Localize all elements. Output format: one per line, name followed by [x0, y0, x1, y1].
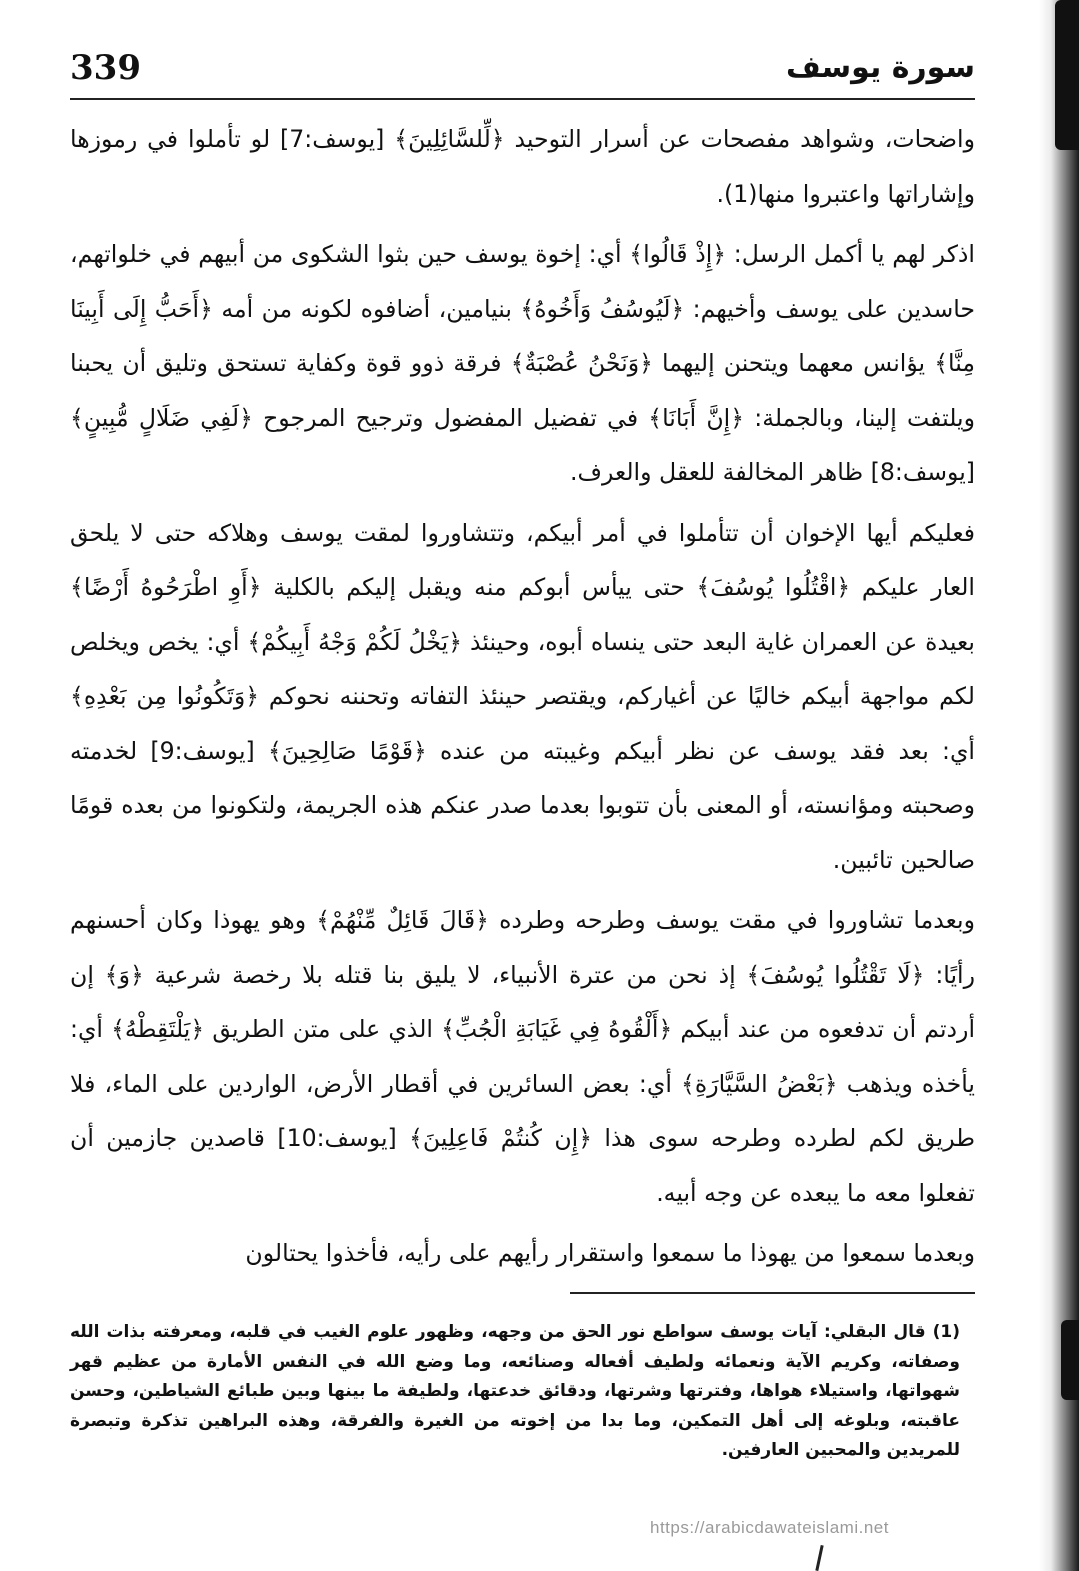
main-text [70, 112, 975, 1281]
paragraph: واضحات، وشواهد مفصحات عن أسرار التوحيد ﴿لِّلسَّائِلِينَ﴾ [يوسف:7] لو تأملوا في رموزها وإشاراتها واعتبروا منها(1). [70, 125, 976, 208]
header-rule [70, 98, 975, 100]
surah-title: سورة يوسف [785, 50, 975, 85]
paragraph: وبعدما سمعوا من يهوذا ما سمعوا واستقرار رأيهم على رأيه، فأخذوا يحتالون [245, 1239, 975, 1267]
pen-mark [815, 1545, 823, 1571]
watermark-url: https://arabicdawateislami.net [650, 1518, 889, 1537]
paragraph: اذكر لهم يا أكمل الرسل: ﴿إِذْ قَالُوا﴾ أي: إخوة يوسف حين بثوا الشكوى من أبيهم في خلواتهم، حاسدين على يوسف وأخيهم: ﴿لَيُوسُفُ وَأَخُوهُ﴾ بنيامين، أضافوه لكونه من أمه ﴿أَحَبُّ إِلَى أَبِينَا مِنَّا﴾ يؤانس معهما ويتحنن إليهما ﴿وَنَحْنُ عُصْبَةٌ﴾ فرقة ذوو قوة وكفاية تستحق وتليق أن يحبنا ويلتفت إلينا، وبالجملة: ﴿إِنَّ أَبَانَا﴾ في تفضيل المفضول وترجيح المرجوح ﴿لَفِي ضَلَالٍ مُّبِينٍ﴾ [يوسف:8] ظاهر المخالفة للعقل والعرف. [70, 240, 975, 486]
edge-ink-blot [1061, 1320, 1079, 1400]
paragraph: فعليكم أيها الإخوان أن تتأملوا في أمر أبيكم، وتتشاوروا لمقت يوسف وهلاكه حتى لا يلحق العار عليكم ﴿اقْتُلُوا يُوسُفَ﴾ حتى ييأس أبوكم منه ويقبل إليكم بالكلية ﴿أَوِ اطْرَحُوهُ أَرْضًا﴾ بعيدة عن العمران غاية البعد حتى ينساه أبوه، وحينئذ ﴿يَخْلُ لَكُمْ وَجْهُ أَبِيكُمْ﴾ أي: يخص ويخلص لكم مواجهة أبيكم خاليًا عن أغياركم، ويقتصر حينئذ التفاته وتحننه نحوكم ﴿وَتَكُونُوا مِن بَعْدِهِ﴾ أي: بعد فقد يوسف عن نظر أبيكم وغيبته من عنده ﴿قَوْمًا صَالِحِينَ﴾ [يوسف:9] لخدمته وصحبته ومؤانسته، أو المعنى بأن تتوبوا بعدما صدر عنكم هذه الجريمة، ولتكونوا من بعده قومًا صالحين تائبين. [70, 518, 975, 874]
page-number: 339 [70, 48, 141, 88]
footnote-rule [570, 1292, 975, 1294]
paragraph: وبعدما تشاوروا في مقت يوسف وطرحه وطرده ﴿قَالَ قَائِلٌ مِّنْهُمْ﴾ وهو يهوذا وكان أحسنهم رأيًا: ﴿لَا تَقْتُلُوا يُوسُفَ﴾ إذ نحن من عترة الأنبياء، لا يليق بنا قتله بلا رخصة شرعية ﴿وَ﴾ إن أردتم أن تدفعوه من عند أبيكم ﴿أَلْقُوهُ فِي غَيَابَةِ الْجُبِّ﴾ الذي على متن الطريق ﴿يَلْتَقِطْهُ﴾ أي: يأخذه ويذهب ﴿بَعْضُ السَّيَّارَةِ﴾ أي: بعض السائرين في أقطار الأرض، الواردين على الماء، فلا طريق لكم لطرده وطرحه سوى هذا ﴿إِن كُنتُمْ فَاعِلِينَ﴾ [يوسف:10] قاصدين جازمين أن تفعلوا معه ما يبعده عن وجه أبيه. [70, 906, 976, 1207]
edge-ink-blot [1055, 0, 1079, 150]
footnote: (1) قال البقلي: آيات يوسف سواطع نور الحق من وجهه، وظهور علوم الغيب في قلبه، ومعرفته بذات الله وصفاته، وكريم الآية ونعمائه ولطيف أفعاله وصنائعه، وما وضع الله في النفس الأمارة من عظيم قهر شهواتها، واستيلاء هواها، وفترتها وشرتها، ودقائق خدعتها، ولطيفة ما بينها وبين طبائع الشياطين، وحسن عاقبته، وبلوغه إلى أهل التمكين، وما بدا من إخوته من الغيرة والفرقة، وهذه البراهين تذكرة وتبصرة للمريدين والمحبين العارفين. [70, 1322, 960, 1460]
page-header [70, 40, 975, 98]
